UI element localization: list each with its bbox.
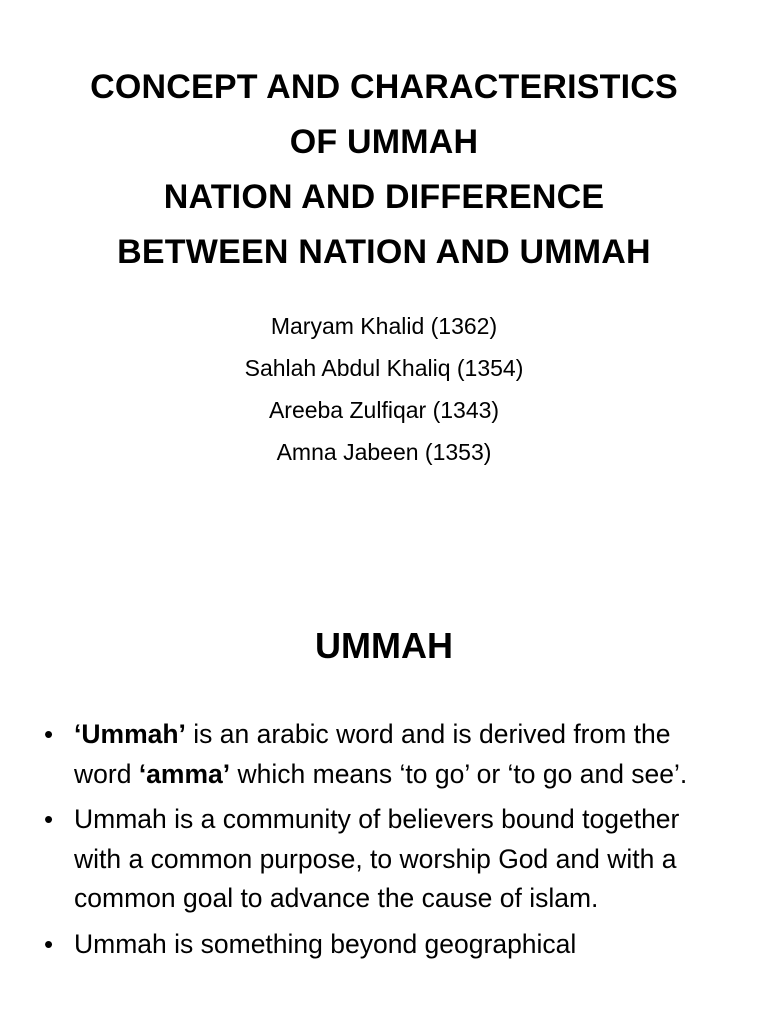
title-line: OF UMMAH	[289, 123, 479, 161]
title-line: NATION AND DIFFERENCE	[163, 178, 605, 216]
bold-term: ‘Ummah’	[74, 719, 186, 749]
author-name: Amna Jabeen (1353)	[276, 439, 492, 465]
bullet-list	[0, 715, 768, 970]
bullet-text: which means ‘to go’ or ‘to go and see’.	[230, 758, 688, 789]
ummah-slide	[0, 560, 768, 1024]
author-name: Sahlah Abdul Khaliq (1354)	[244, 355, 524, 381]
author-name: Areeba Zulfiqar (1343)	[268, 397, 500, 423]
bullet-item	[0, 800, 768, 919]
bullet-item	[0, 925, 768, 965]
bullet-icon: •	[44, 804, 54, 834]
bullet-text: Ummah is something beyond geographical	[74, 928, 577, 959]
title-line: BETWEEN NATION AND UMMAH	[117, 233, 651, 271]
bullet-icon: •	[44, 719, 54, 749]
title-line: CONCEPT AND CHARACTERISTICS	[90, 68, 678, 106]
bullet-icon: •	[44, 928, 54, 959]
bullet-item	[0, 715, 768, 794]
author-name: Maryam Khalid (1362)	[270, 313, 498, 339]
page-title	[0, 60, 768, 280]
bold-term: ‘amma’	[138, 758, 231, 789]
section-heading: UMMAH	[315, 625, 453, 666]
author-list	[0, 305, 768, 473]
bullet-text: is an arabic word and is derived from the word	[74, 719, 671, 789]
bullet-text: Ummah is a community of believers bound together with a common purpose, to worship God and with a common goal to advance the cause of islam.	[74, 804, 680, 913]
